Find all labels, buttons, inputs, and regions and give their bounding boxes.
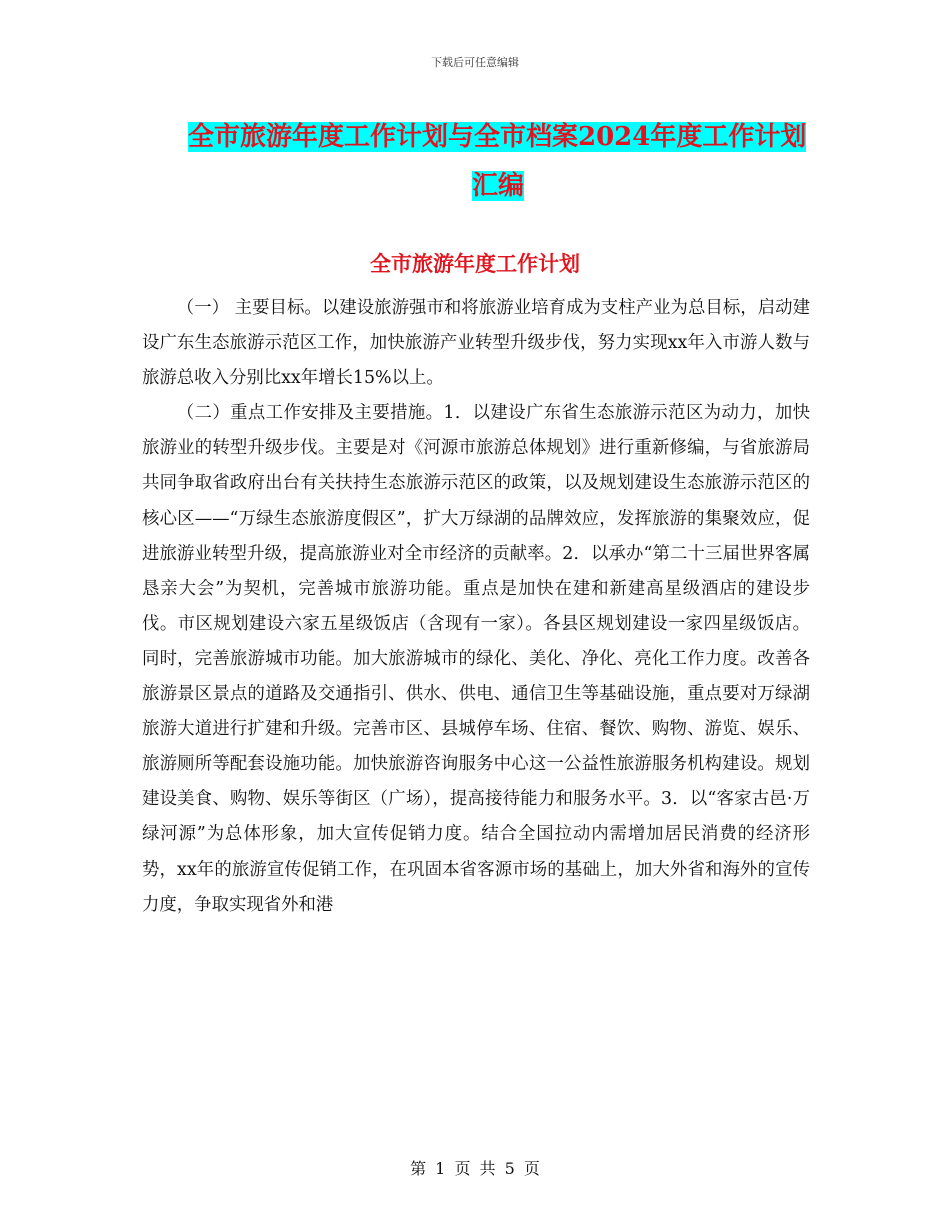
title-line-1: 全市旅游年度工作计划与全市档案2024年度工作计划	[188, 122, 807, 152]
paragraph: （二）重点工作安排及主要措施。1．以建设广东省生态旅游示范区为动力，加快旅游业的转型升级步伐。主要是对《河源市旅游总体规划》进行重新修编，与省旅游局共同争取省政府出台有关扶持生态旅游示范区的政策，以及规划建设生态旅游示范区的核心区——“万绿生态旅游度假区”，扩大万绿湖的品牌效应，发挥旅游的集聚效应，促进旅游业转型升级，提高旅游业对全市经济的贡献率。2．以承办“第二十三届世界客属恳亲大会”为契机，完善城市旅游功能。重点是加快在建和新建高星级酒店的建设步伐。市区规划建设六家五星级饭店（含现有一家）。各县区规划建设一家四星级饭店。同时，完善旅游城市功能。加大旅游城市的绿化、美化、净化、亮化工作力度。改善各旅游景区景点的道路及交通指引、供水、供电、通信卫生等基础设施，重点要对万绿湖旅游大道进行扩建和升级。完善市区、县城停车场、住宿、餐饮、购物、游览、娱乐、旅游厕所等配套设施功能。加快旅游咨询服务中心这一公益性旅游服务机构建设。规划建设美食、购物、娱乐等街区（广场），提高接待能力和服务水平。3．以“客家古邑·万绿河源”为总体形象，加大宣传促销力度。结合全国拉动内需增加居民消费的经济形势，xx年的旅游宣传促销工作，在巩固本省客源市场的基础上，加大外省和海外的宣传力度，争取实现省外和港	[142, 403, 810, 915]
paragraph: （一） 主要目标。以建设旅游强市和将旅游业培育成为支柱产业为总目标，启动建设广东生态旅游示范区工作，加快旅游产业转型升级步伐，努力实现xx年入市游人数与旅游总收入分别比xx年增长15%以上。	[142, 298, 810, 389]
page-footer: 第 1 页 共 5 页	[410, 1159, 540, 1178]
header-note: 下载后可任意编辑	[431, 56, 519, 69]
section-heading: 全市旅游年度工作计划	[370, 251, 580, 276]
title-line-2: 汇编	[471, 171, 524, 201]
body-text	[142, 291, 810, 923]
document-title	[188, 113, 808, 211]
